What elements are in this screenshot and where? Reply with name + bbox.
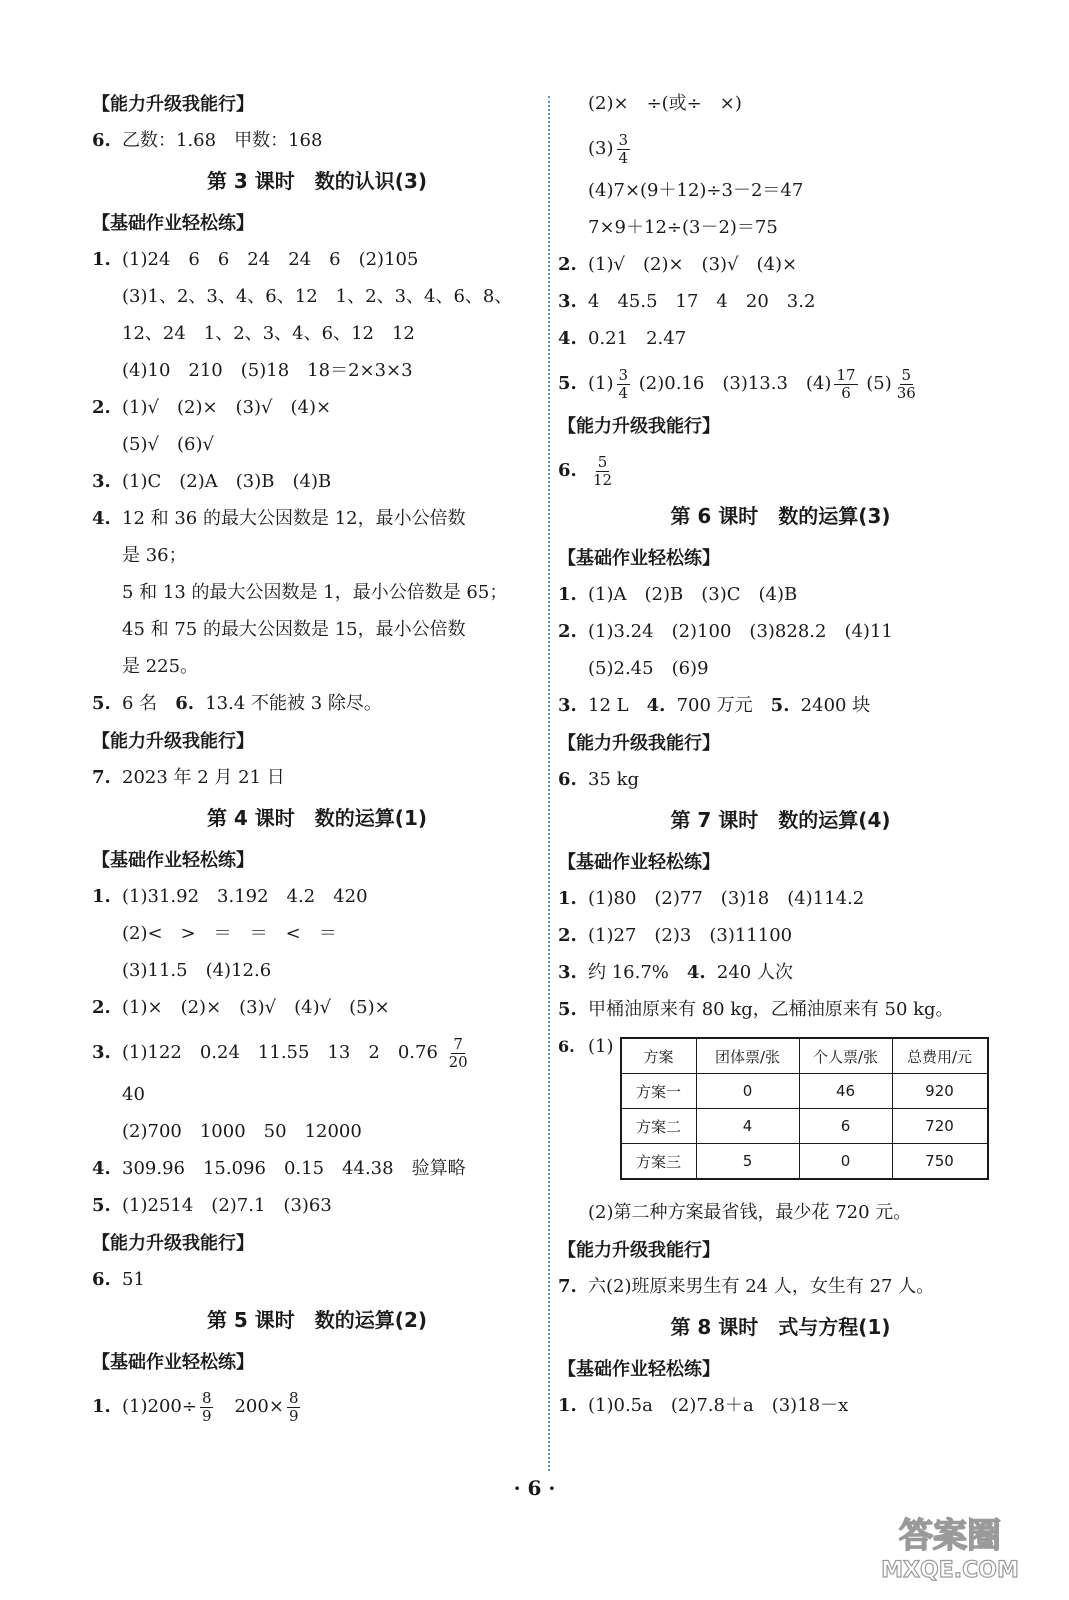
fraction: $\frac{7}{20}$: [448, 1034, 468, 1071]
answer-line: (3)1、2、3、4、6、12 1、2、3、4、6、8、: [122, 286, 513, 307]
answer-line: (2)< > ＝ ＝ < ＝: [122, 923, 337, 944]
answer-2: 2. (1)3.24 (2)100 (3)828.2 (4)11: [558, 621, 893, 642]
answer-2: 2. (1)√ (2)× (3)√ (4)×: [92, 397, 332, 418]
answer-7: 7. 六(2)班原来男生有 24 人，女生有 27 人。: [558, 1276, 935, 1297]
answer-line: (3)11.5 (4)12.6: [122, 960, 272, 981]
table-header: 方案: [621, 1038, 697, 1074]
answer-3-4: 3. 约 16.7% 4. 240 人次: [558, 962, 793, 983]
table-cell: 750: [892, 1144, 988, 1180]
answer-6: 6. (1) 方案 团体票/张 个人票/张 总费用/元 方案一 0 46 920 方案二 4 6 720 方案三 5 0 750: [558, 1033, 1003, 1199]
answer-4: 4. 12 和 36 的最大公因数是 12，最小公倍数: [92, 508, 466, 529]
fraction: $\frac{8}{9}$: [288, 1388, 299, 1425]
page-number: · 6 ·: [513, 1476, 556, 1500]
answer-2: 2. (1)27 (2)3 (3)11100: [558, 925, 793, 946]
table-cell: 920: [892, 1074, 988, 1109]
answer-line: (2)× ÷(或÷ ×): [588, 93, 742, 114]
answer-6: 6. 51: [92, 1269, 145, 1290]
table-cell: 0: [799, 1144, 892, 1180]
answer-3: 3. (1)122 0.24 11.55 13 2 0.76 $\frac{7}{20}$: [92, 1034, 468, 1071]
fraction: $\frac{5}{36}$: [896, 365, 916, 402]
left-column: [92, 90, 542, 1435]
answer-1: 1. (1)31.92 3.192 4.2 420: [92, 886, 368, 907]
answer-5: 5. (1)2514 (2)7.1 (3)63: [92, 1195, 332, 1216]
answer-line: 是 36；: [122, 545, 187, 566]
section-label: 【基础作业轻松练】: [92, 850, 254, 871]
answer-line: (5)√ (6)√: [122, 434, 214, 455]
table-cell: 方案一: [621, 1074, 697, 1109]
section-label: 【基础作业轻松练】: [92, 1352, 254, 1373]
lesson-heading-4: 第 4 课时 数的运算(1): [206, 806, 428, 830]
answer-line: 5 和 13 的最大公因数是 1，最小公倍数是 65；: [122, 582, 508, 603]
section-label: 【能力升级我能行】: [92, 1233, 254, 1254]
answer-1: 1. (1)24 6 6 24 24 6 (2)105: [92, 249, 419, 270]
answer-1: 1. (1)80 (2)77 (3)18 (4)114.2: [558, 888, 865, 909]
answer-3: 3. (1)C (2)A (3)B (4)B: [92, 471, 332, 492]
answer-7: 7. 2023 年 2 月 21 日: [92, 767, 285, 788]
table-header-row: [621, 1038, 988, 1074]
section-label: 【基础作业轻松练】: [558, 548, 720, 569]
answer-4: 4. 309.96 15.096 0.15 44.38 验算略: [92, 1158, 466, 1179]
table-cell: 6: [799, 1109, 892, 1144]
table-row: [621, 1074, 988, 1109]
column-divider: [548, 96, 550, 1471]
answer-5-6: 5. 6 名 6. 13.4 不能被 3 除尽。: [92, 693, 382, 714]
table-cell: 5: [696, 1144, 799, 1180]
fraction: $\frac{5}{12}$: [593, 452, 613, 489]
lesson-heading-5: 第 5 课时 数的运算(2): [206, 1308, 428, 1332]
section-label: 【基础作业轻松练】: [558, 852, 720, 873]
section-label: 【能力升级我能行】: [92, 731, 254, 752]
answer-6: 6. 乙数：1.68 甲数：168: [92, 130, 323, 151]
lesson-heading-8: 第 8 课时 式与方程(1): [670, 1315, 891, 1339]
section-label: 【基础作业轻松练】: [92, 213, 254, 234]
table-header: 团体票/张: [696, 1038, 799, 1074]
section-label: 【能力升级我能行】: [558, 733, 720, 754]
table-cell: 4: [696, 1109, 799, 1144]
answer-4: 4. 0.21 2.47: [558, 328, 687, 349]
table-cell: 方案三: [621, 1144, 697, 1180]
lesson-heading-3: 第 3 课时 数的认识(3): [206, 169, 428, 193]
answer-line: 12、24 1、2、3、4、6、12 12: [122, 323, 415, 344]
fraction: $\frac{3}{4}$: [618, 130, 629, 167]
answer-2: 2. (1)√ (2)× (3)√ (4)×: [558, 254, 798, 275]
answer-6: 6. $\frac{5}{12}$: [558, 452, 613, 489]
answer-line: (4)7×(9＋12)÷3－2＝47: [588, 180, 804, 201]
answer-5: 5. 甲桶油原来有 80 kg，乙桶油原来有 50 kg。: [558, 999, 954, 1020]
answer-line: (2)700 1000 50 12000: [122, 1121, 362, 1142]
answer-line: (2)第二种方案最省钱，最少花 720 元。: [588, 1202, 912, 1223]
section-label: 【能力升级我能行】: [558, 1240, 720, 1261]
fraction: $\frac{8}{9}$: [201, 1388, 212, 1425]
lesson-heading-6: 第 6 课时 数的运算(3): [670, 504, 891, 528]
answer-3-4-5: 3. 12 L 4. 700 万元 5. 2400 块: [558, 695, 871, 716]
answer-line: 45 和 75 的最大公因数是 15，最小公倍数: [122, 619, 466, 640]
answer-1: 1. (1)A (2)B (3)C (4)B: [558, 584, 798, 605]
answer-line: (3) $\frac{3}{4}$: [588, 130, 629, 167]
answer-1: 1. (1)200÷ $\frac{8}{9}$ 200× $\frac{8}{9}$: [92, 1388, 299, 1425]
answer-line: 40: [122, 1084, 145, 1105]
right-column: [558, 90, 1003, 1429]
watermark-url: MXQE.COM: [881, 1558, 1019, 1583]
watermark-text: 答案圈: [899, 1516, 1001, 1556]
answer-line: (4)10 210 (5)18 18＝2×3×3: [122, 360, 413, 381]
table-row: [621, 1144, 988, 1180]
table-cell: 方案二: [621, 1109, 697, 1144]
table-cell: 720: [892, 1109, 988, 1144]
fraction: $\frac{3}{4}$: [618, 365, 629, 402]
table-row: [621, 1109, 988, 1144]
answer-line: 7×9＋12÷(3－2)＝75: [588, 217, 778, 238]
answer-5: 5. (1) $\frac{3}{4}$ (2)0.16 (3)13.3 (4) $\frac{17}{6}$ (5) $\frac{5}{36}$: [558, 365, 916, 402]
answer-6: 6. 35 kg: [558, 769, 640, 790]
section-label: 【能力升级我能行】: [92, 94, 254, 115]
table-cell: 46: [799, 1074, 892, 1109]
answer-1: 1. (1)0.5a (2)7.8＋a (3)18－x: [558, 1395, 849, 1416]
answer-line: (5)2.45 (6)9: [588, 658, 709, 679]
table-header: 个人票/张: [799, 1038, 892, 1074]
lesson-heading-7: 第 7 课时 数的运算(4): [670, 808, 891, 832]
section-label: 【基础作业轻松练】: [558, 1359, 720, 1380]
watermark-logo-icon: [845, 1505, 1055, 1585]
fraction: $\frac{17}{6}$: [836, 365, 856, 402]
answer-line: 是 225。: [122, 656, 199, 677]
table-header: 总费用/元: [892, 1038, 988, 1074]
answer-2: 2. (1)× (2)× (3)√ (4)√ (5)×: [92, 997, 390, 1018]
answer-3: 3. 4 45.5 17 4 20 3.2: [558, 291, 816, 312]
section-label: 【能力升级我能行】: [558, 416, 720, 437]
ticket-plan-table: [620, 1037, 989, 1180]
table-cell: 0: [696, 1074, 799, 1109]
